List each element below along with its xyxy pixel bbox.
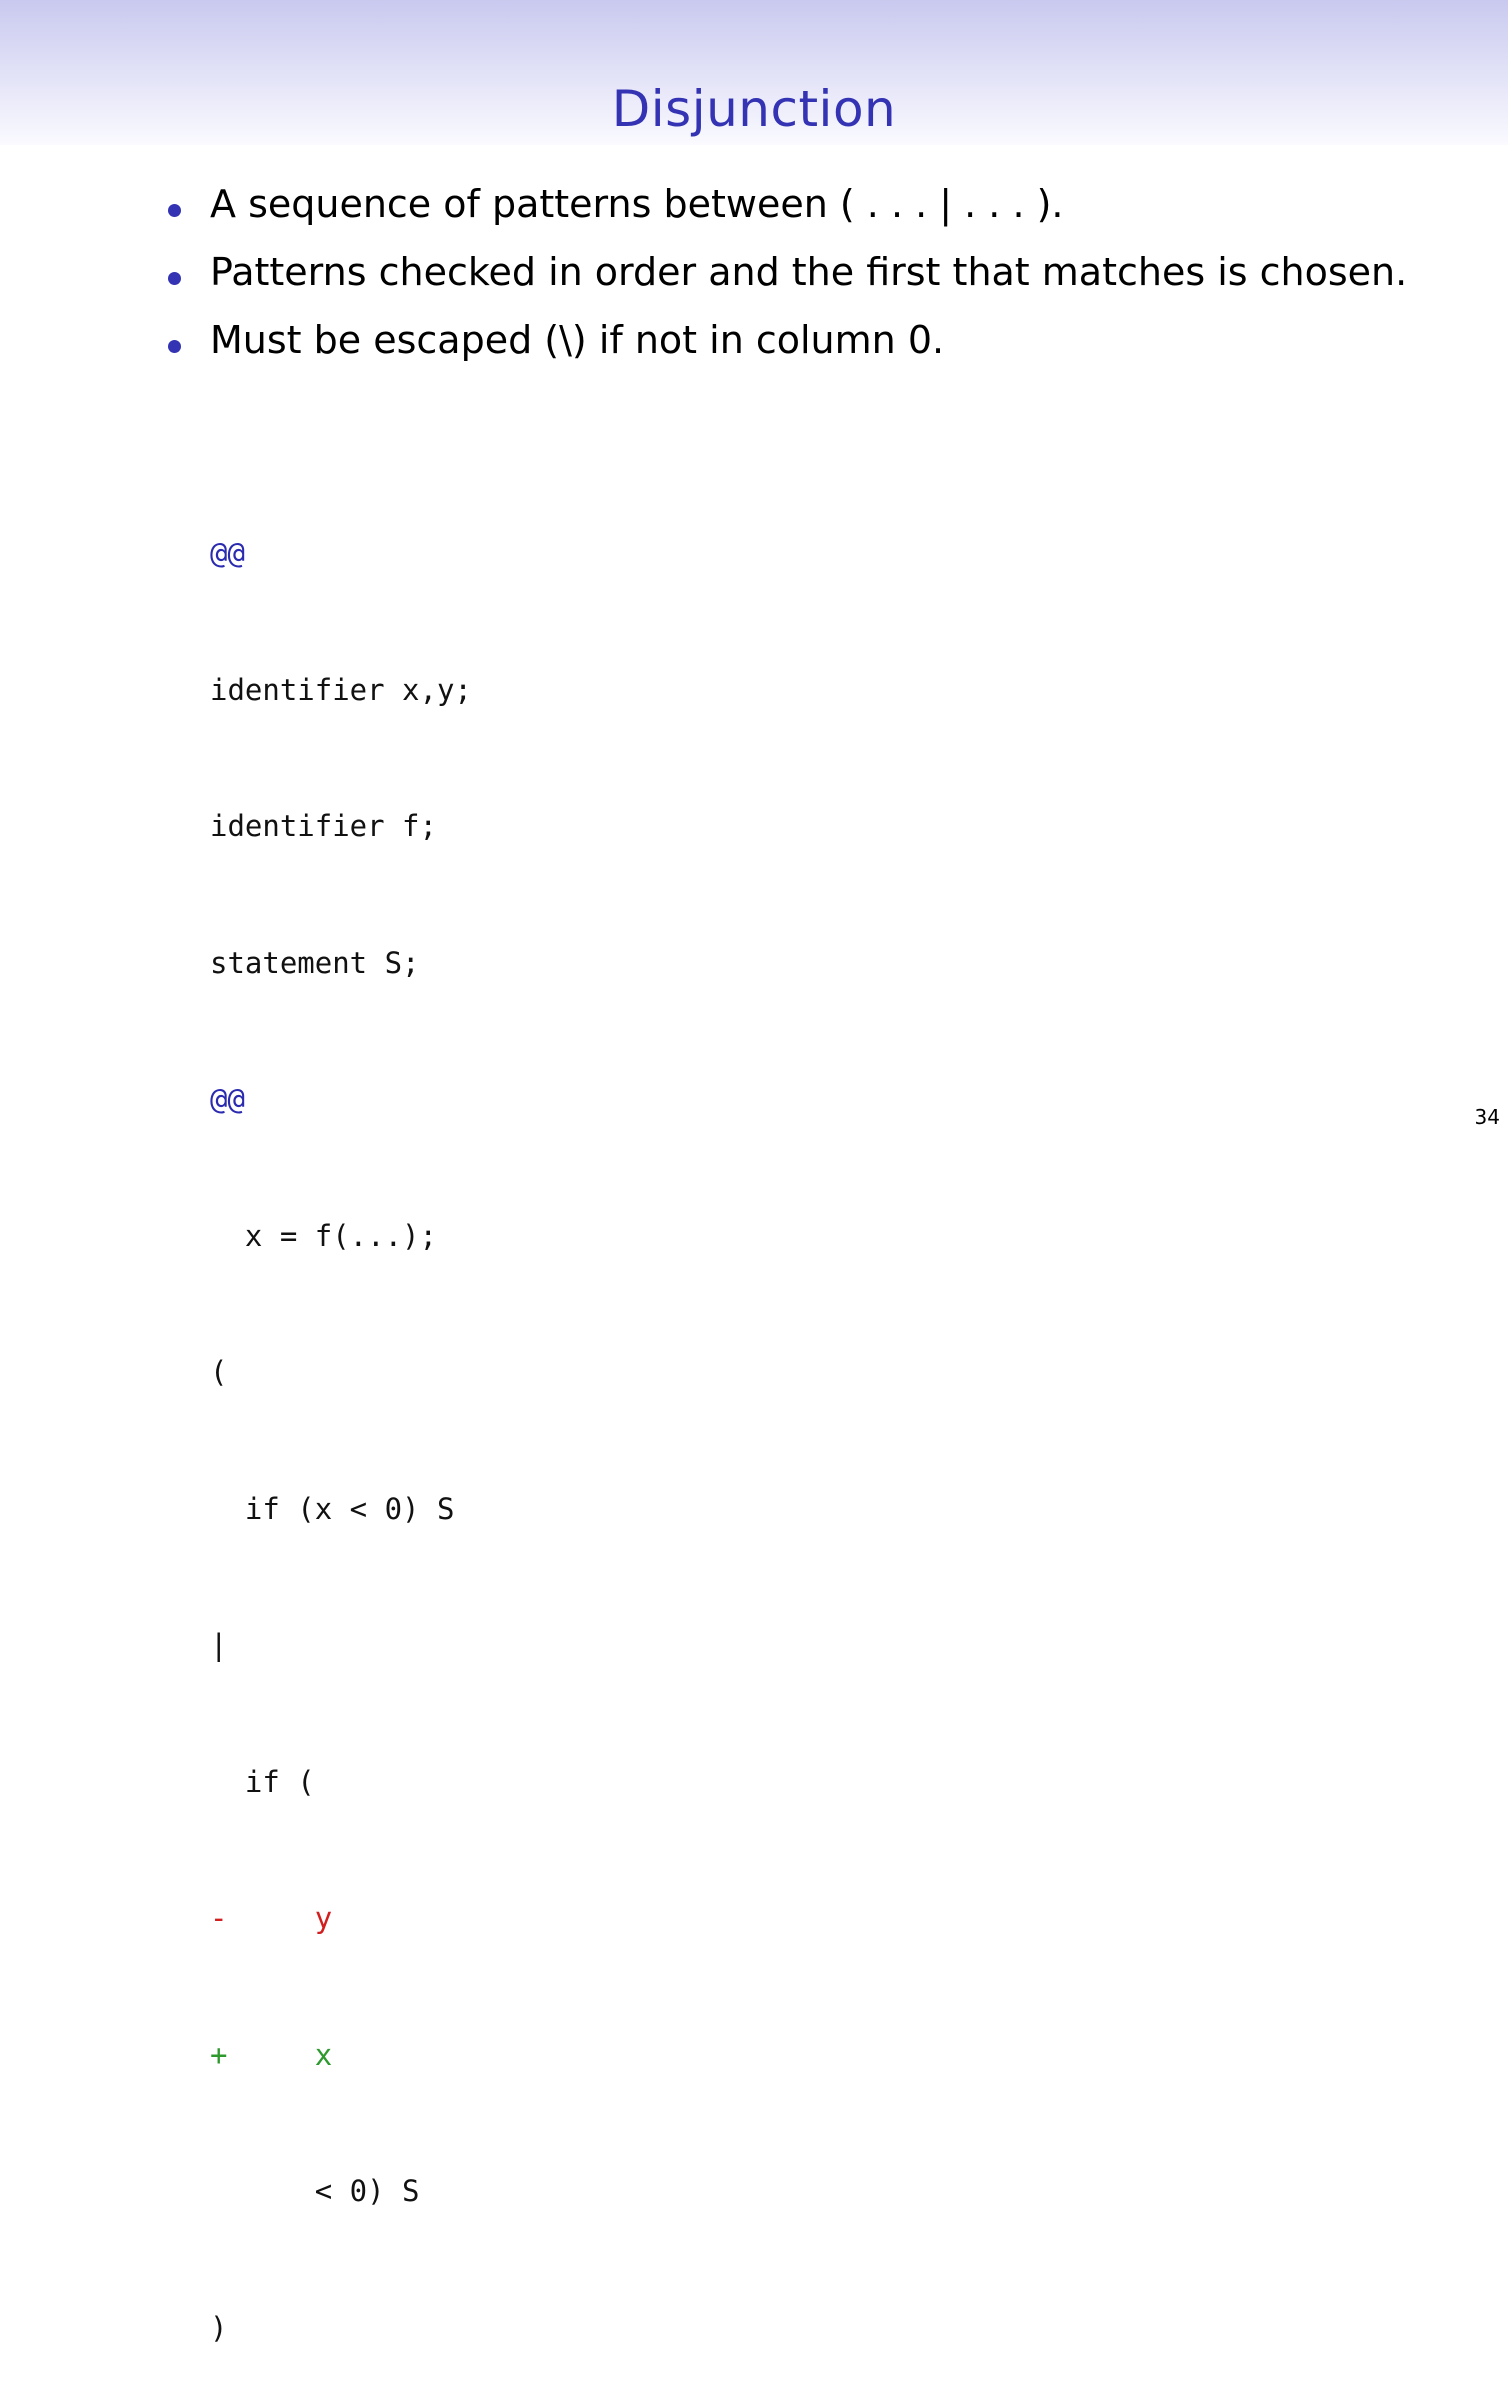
bullet-text: Must be escaped (\) if not in column 0. (210, 318, 945, 362)
code-line: statement S; (210, 945, 420, 980)
code-line: @@ (210, 536, 245, 570)
bullet-item (160, 248, 1480, 296)
code-line: x = f(...); (210, 1218, 437, 1253)
code-line: ) (210, 2310, 228, 2345)
code-line: @@ (210, 1082, 245, 1116)
code-line: < 0) S (210, 2174, 420, 2208)
bullet-icon (168, 272, 181, 285)
code-line: identifier x,y; (210, 672, 472, 707)
bullet-item (160, 180, 1480, 228)
code-line: if (x < 0) S (210, 1491, 455, 1526)
bullet-icon (168, 340, 181, 353)
bullet-text: A sequence of patterns between ( . . . | . . . ). (210, 182, 1064, 226)
bullet-icon (168, 204, 181, 217)
code-line: | (210, 1628, 228, 1662)
page-number: 34 (1474, 1105, 1500, 1129)
slide-title: Disjunction (611, 80, 897, 138)
code-block (210, 440, 472, 2397)
bullet-list (160, 180, 1480, 364)
code-line-removed: - y (210, 1901, 333, 1935)
bullet-item (160, 316, 1480, 364)
code-line: ( (210, 1355, 228, 1389)
code-line: identifier f; (210, 809, 437, 843)
bullet-text: Patterns checked in order and the first that matches is chosen. (210, 250, 1408, 294)
code-line: if ( (210, 1764, 315, 1799)
code-line-added: + x (210, 2037, 333, 2072)
